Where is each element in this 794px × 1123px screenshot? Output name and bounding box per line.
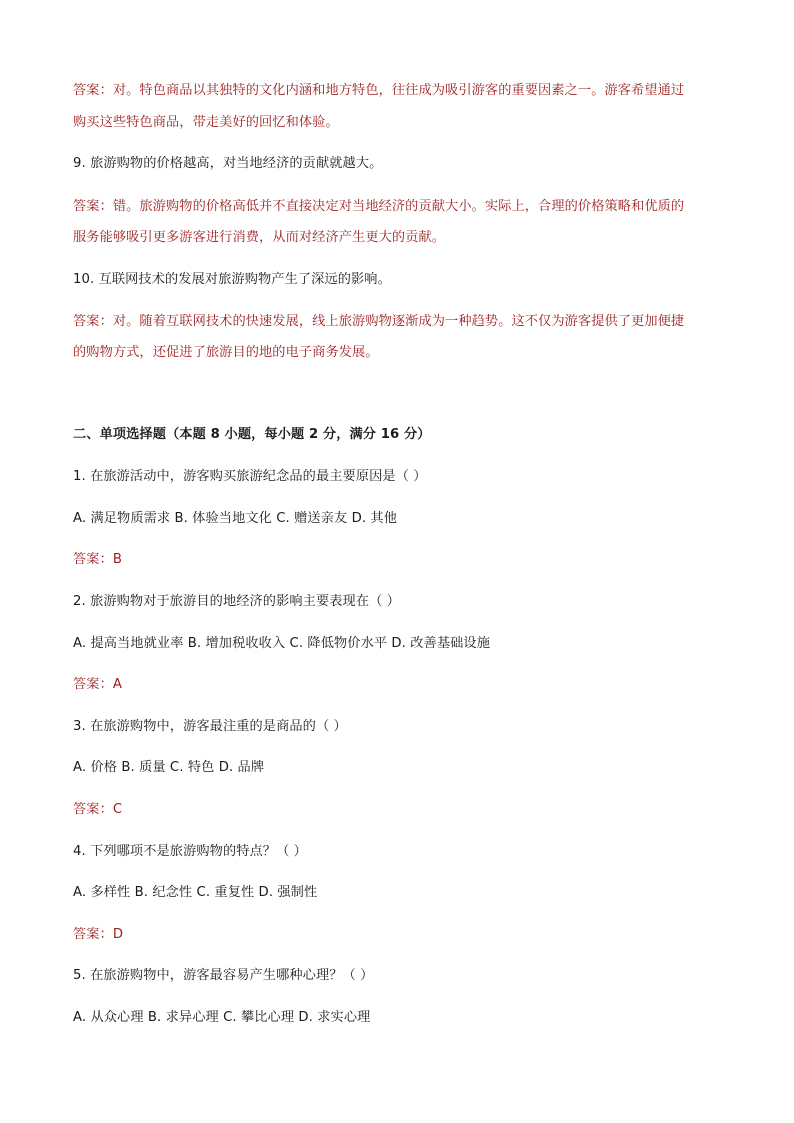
answer-8-line-2: 购买这些特色商品，带走美好的回忆和体验。 [73, 115, 339, 130]
answer-10-line-1: 答案：对。随着互联网技术的快速发展，线上旅游购物逐渐成为一种趋势。这不仅为游客提供了更加便捷 [73, 314, 685, 329]
mc-options-2: A. 提高当地就业率 B. 增加税收收入 C. 降低物价水平 D. 改善基础设施 [73, 636, 490, 651]
mc-question-1: 1. 在旅游活动中，游客购买旅游纪念品的最主要原因是（ ） [73, 469, 427, 484]
section-heading: 二、单项选择题（本题 8 小题，每小题 2 分，满分 16 分） [73, 427, 431, 442]
answer-9-line-1: 答案：错。旅游购物的价格高低并不直接决定对当地经济的贡献大小。实际上，合理的价格策略和优质的 [73, 199, 685, 214]
mc-options-1: A. 满足物质需求 B. 体验当地文化 C. 赠送亲友 D. 其他 [73, 511, 397, 526]
mc-question-4: 4. 下列哪项不是旅游购物的特点？（ ） [73, 844, 307, 859]
mc-answer-3: 答案：C [73, 802, 123, 817]
mc-question-3: 3. 在旅游购物中，游客最注重的是商品的（ ） [73, 719, 347, 734]
mc-options-5: A. 从众心理 B. 求异心理 C. 攀比心理 D. 求实心理 [73, 1010, 371, 1025]
mc-options-4: A. 多样性 B. 纪念性 C. 重复性 D. 强制性 [73, 885, 318, 900]
mc-options-3: A. 价格 B. 质量 C. 特色 D. 品牌 [73, 760, 265, 775]
mc-answer-4: 答案：D [73, 927, 124, 942]
answer-9-line-2: 服务能够吸引更多游客进行消费，从而对经济产生更大的贡献。 [73, 230, 446, 245]
mc-answer-1: 答案：B [73, 552, 123, 567]
question-9: 9. 旅游购物的价格越高，对当地经济的贡献就越大。 [73, 156, 383, 171]
mc-question-2: 2. 旅游购物对于旅游目的地经济的影响主要表现在（ ） [73, 594, 400, 609]
answer-8-line-1: 答案：对。特色商品以其独特的文化内涵和地方特色，往往成为吸引游客的重要因素之一。游客希望通过 [73, 83, 685, 98]
mc-question-5: 5. 在旅游购物中，游客最容易产生哪种心理？（ ） [73, 968, 374, 983]
question-10: 10. 互联网技术的发展对旅游购物产生了深远的影响。 [73, 272, 391, 287]
mc-answer-2: 答案：A [73, 677, 122, 692]
answer-10-line-2: 的购物方式，还促进了旅游目的地的电子商务发展。 [73, 345, 379, 360]
